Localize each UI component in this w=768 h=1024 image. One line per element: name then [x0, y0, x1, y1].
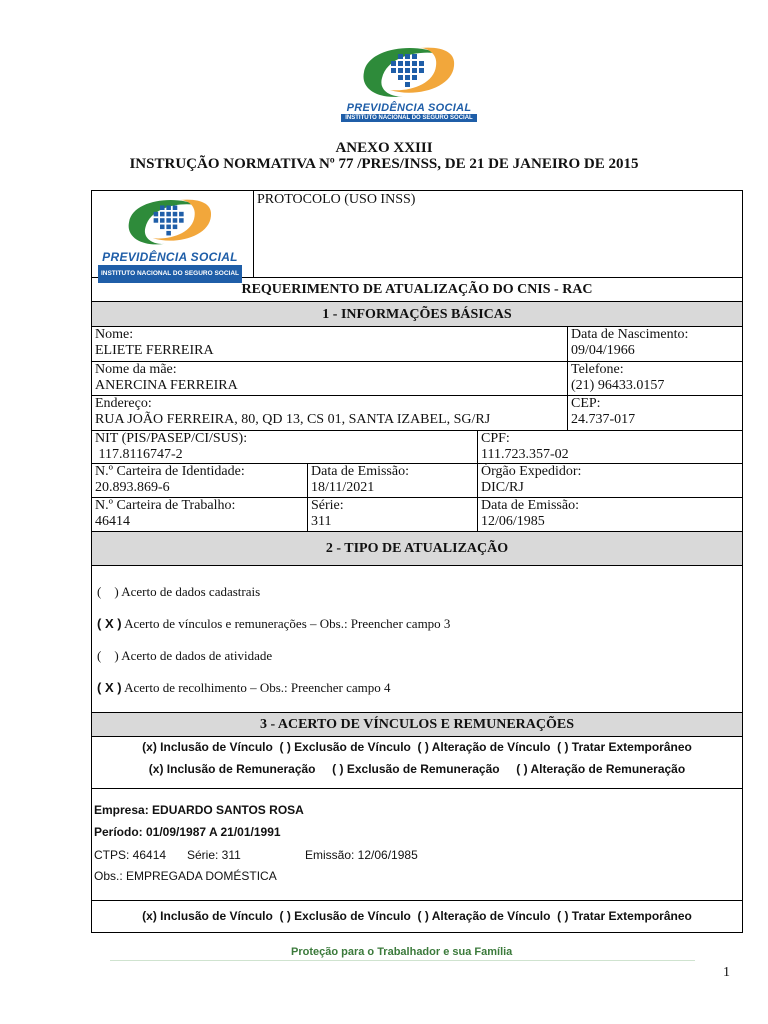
- section2-title: 2 - TIPO DE ATUALIZAÇÃO: [92, 532, 742, 566]
- empresa-text: Empresa: EDUARDO SANTOS ROSA: [94, 803, 304, 817]
- nit-value: 117.8116747-2: [95, 447, 183, 462]
- previdencia-logo: [334, 40, 484, 130]
- previdencia-emblem-icon: [354, 40, 464, 100]
- logo-subtitle-text: INSTITUTO NACIONAL DO SEGURO SOCIAL: [98, 265, 242, 283]
- logo-subtitle-text: INSTITUTO NACIONAL DO SEGURO SOCIAL: [341, 114, 476, 122]
- orgao-cell: [477, 464, 742, 497]
- row-mae: [92, 362, 742, 396]
- nasc-cell: [567, 327, 742, 361]
- nit-cell: [92, 431, 477, 463]
- cpf-value: 111.723.357-02: [481, 447, 569, 462]
- form-title: REQUERIMENTO DE ATUALIZAÇÃO DO CNIS - RAC: [92, 278, 742, 302]
- rg-emissao-label: Data de Emissão:: [311, 464, 409, 479]
- nit-label: NIT (PIS/PASEP/CI/SUS):: [95, 431, 248, 446]
- mae-value: ANERCINA FERREIRA: [95, 378, 238, 393]
- ctps-cell: [92, 498, 307, 531]
- row-nit: [92, 431, 742, 464]
- normative-title: INSTRUÇÃO NORMATIVA Nº 77 /PRES/INSS, DE 21 DE JANEIRO DE 2015: [129, 156, 639, 172]
- row-endereco: [92, 396, 742, 431]
- tel-cell: [567, 362, 742, 395]
- form-logo-cell: [92, 191, 253, 277]
- cep-label: CEP:: [571, 396, 601, 411]
- emissao-text: Emissão: 12/06/1985: [305, 848, 418, 862]
- serie-text: Série: 311: [187, 848, 241, 862]
- ctps-text: CTPS: 46414: [94, 848, 167, 862]
- logo-brand-text: PREVIDÊNCIA SOCIAL: [346, 102, 472, 114]
- option-mark: ( X ): [97, 616, 122, 631]
- option-text: Acerto de vínculos e remunerações – Obs.: Preencher campo 3: [124, 616, 451, 631]
- mae-label: Nome da mãe:: [95, 362, 177, 377]
- endereco-value: RUA JOÃO FERREIRA, 80, QD 13, CS 01, SANTA IZABEL, SG/RJ: [95, 412, 491, 427]
- rac-form: [91, 190, 743, 933]
- option-dados-cadastrais[interactable]: [97, 584, 260, 600]
- nome-value: ELIETE FERREIRA: [95, 343, 214, 358]
- nome-label: Nome:: [95, 327, 134, 342]
- row-nome: [92, 327, 742, 362]
- row-identidade: [92, 464, 742, 498]
- page-number: 1: [723, 965, 730, 980]
- obs-text: Obs.: EMPREGADA DOMÉSTICA: [94, 869, 277, 883]
- vinculo-options-line[interactable]: (x) Inclusão de Vínculo ( ) Exclusão de Vínculo ( ) Alteração de Vínculo ( ) Tratar Extemporâneo: [142, 740, 692, 754]
- nasc-label: Data de Nascimento:: [571, 327, 689, 342]
- row-ctps: [92, 498, 742, 532]
- section3-checks: [92, 737, 742, 789]
- annex-title: ANEXO XXIII: [335, 140, 433, 156]
- footer-divider: [110, 960, 695, 961]
- tel-label: Telefone:: [571, 362, 624, 377]
- option-text: Acerto de dados cadastrais: [121, 584, 261, 599]
- mae-cell: [92, 362, 567, 395]
- orgao-label: Órgão Expedidor:: [481, 464, 582, 479]
- rg-label: N.º Carteira de Identidade:: [95, 464, 245, 479]
- section2-options: [92, 566, 742, 713]
- option-mark: ( ): [97, 584, 119, 599]
- ctps-label: N.º Carteira de Trabalho:: [95, 498, 236, 513]
- periodo-text: Período: 01/09/1987 A 21/01/1991: [94, 825, 281, 839]
- ctps-emissao-cell: [477, 498, 742, 531]
- option-dados-atividade[interactable]: [97, 648, 272, 664]
- rg-emissao-value: 18/11/2021: [311, 480, 375, 495]
- option-vinculos-remuneracoes[interactable]: [97, 616, 450, 632]
- option-text: Acerto de recolhimento – Obs.: Preencher campo 4: [124, 680, 391, 695]
- remuneracao-options-line[interactable]: (x) Inclusão de Remuneração ( ) Exclusão de Remuneração ( ) Alteração de Remuneração: [148, 762, 686, 776]
- cep-cell: [567, 396, 742, 430]
- rg-emissao-cell: [307, 464, 477, 497]
- option-text: Acerto de dados de atividade: [121, 648, 273, 663]
- form-logo: [95, 191, 245, 283]
- ctps-emissao-label: Data de Emissão:: [481, 498, 579, 513]
- cpf-label: CPF:: [481, 431, 510, 446]
- section3-title: 3 - ACERTO DE VÍNCULOS E REMUNERAÇÕES: [92, 713, 742, 737]
- cep-value: 24.737-017: [571, 412, 636, 427]
- cpf-cell: [477, 431, 742, 463]
- option-mark: ( X ): [97, 680, 122, 695]
- footer-slogan: Proteção para o Trabalhador e sua Família: [291, 946, 513, 958]
- rg-cell: [92, 464, 307, 497]
- nome-cell: [92, 327, 567, 361]
- endereco-label: Endereço:: [95, 396, 152, 411]
- endereco-cell: [92, 396, 567, 430]
- section1-title: 1 - INFORMAÇÕES BÁSICAS: [92, 302, 742, 327]
- serie-cell: [307, 498, 477, 531]
- vinculo-options-line-2[interactable]: (x) Inclusão de Vínculo ( ) Exclusão de Vínculo ( ) Alteração de Vínculo ( ) Tratar Extemporâneo: [142, 909, 692, 923]
- nasc-value: 09/04/1966: [571, 343, 635, 358]
- rg-value: 20.893.869-6: [95, 480, 170, 495]
- protocol-row: [92, 191, 742, 278]
- serie-label: Série:: [311, 498, 344, 513]
- orgao-value: DIC/RJ: [481, 480, 524, 495]
- protocol-label: PROTOCOLO (USO INSS): [253, 191, 742, 277]
- ctps-emissao-value: 12/06/1985: [481, 514, 545, 529]
- logo-brand-text: PREVIDÊNCIA SOCIAL: [102, 250, 238, 264]
- serie-value: 311: [311, 514, 332, 529]
- option-recolhimento[interactable]: [97, 680, 391, 696]
- tel-value: (21) 96433.0157: [571, 378, 665, 393]
- ctps-value: 46414: [95, 514, 130, 529]
- option-mark: ( ): [97, 648, 119, 663]
- previdencia-emblem-icon: [120, 191, 220, 249]
- employment-entry: [92, 789, 742, 901]
